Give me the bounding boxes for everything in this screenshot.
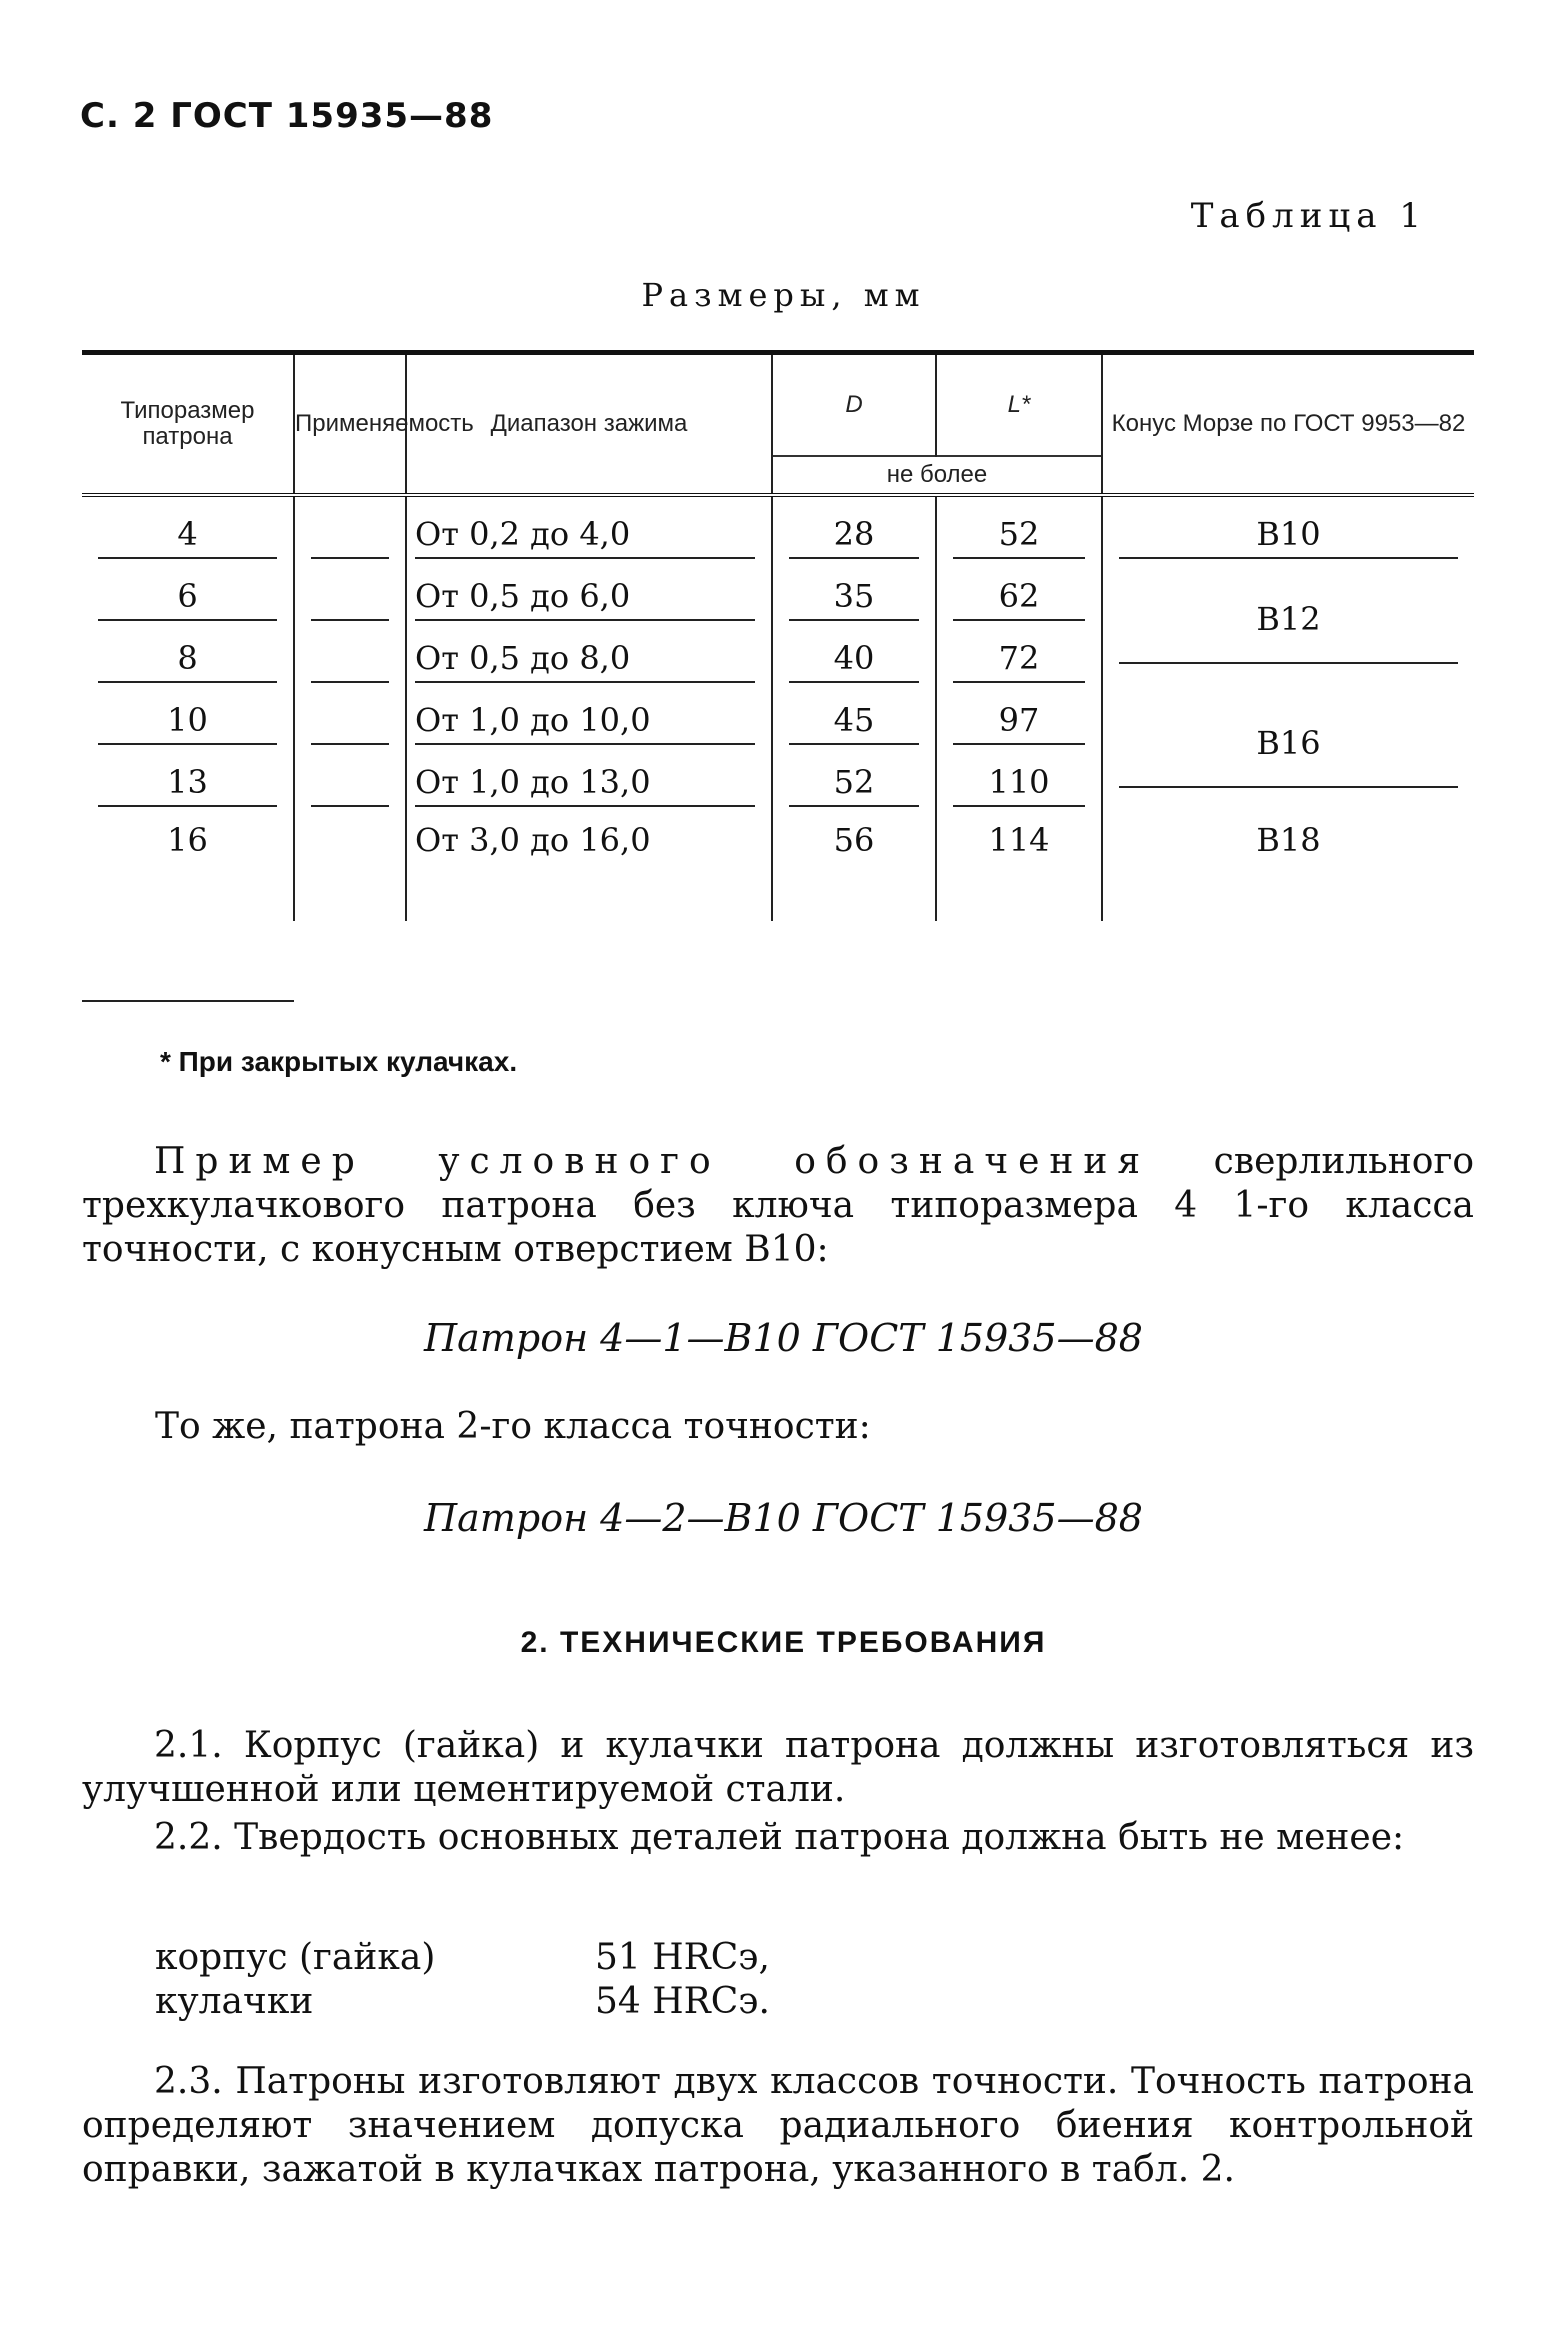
clause-2-3: 2.3. Патроны изготовляют двух классов точности. Точность патрона определяют значением допуска радиального биения контрольной оправки, зажатой в кулачках патрона, указанного в табл. 2. <box>82 2061 1474 2190</box>
cell-range: От 0,5 до 8,0 <box>406 621 772 683</box>
table-footnote: * При закрытых кулачках. <box>160 1046 518 1077</box>
cell-applicability <box>294 745 406 807</box>
cell-d: 56 <box>772 807 936 921</box>
cell-l: 114 <box>936 807 1102 921</box>
designation-example-1: Патрон 4—1—B10 ГОСТ 15935—88 <box>424 1316 1143 1360</box>
cell-l: 52 <box>936 495 1102 559</box>
header-not-more: не более <box>772 456 1102 495</box>
cell-size: 4 <box>82 495 294 559</box>
cell-applicability <box>294 621 406 683</box>
cell-d: 35 <box>772 559 936 621</box>
cell-size: 13 <box>82 745 294 807</box>
header-size: Типоразмер патрона <box>82 353 294 496</box>
cell-l: 110 <box>936 745 1102 807</box>
cell-morse: B12 <box>1102 559 1474 683</box>
example-text: сверлильного трехкулачкового патрона без ключа типоразмера 4 1-го класса точности, с конусным отверстием B10: <box>82 1141 1474 1270</box>
example-lead: Пример условного обозначения <box>154 1141 1151 1182</box>
cell-applicability <box>294 495 406 559</box>
list-item <box>155 1980 770 2024</box>
clause-2-2: 2.2. Твердость основных деталей патрона должна быть не менее: <box>154 1817 1405 1858</box>
cell-l: 72 <box>936 621 1102 683</box>
cell-d: 52 <box>772 745 936 807</box>
cell-morse: B16 <box>1102 683 1474 807</box>
table-row <box>82 683 1474 745</box>
cell-applicability <box>294 683 406 745</box>
table-row <box>82 495 1474 559</box>
table-row <box>82 559 1474 621</box>
cell-l: 97 <box>936 683 1102 745</box>
header-range: Диапазон зажима <box>406 353 772 496</box>
list-item <box>155 1936 770 1980</box>
cell-size: 8 <box>82 621 294 683</box>
cell-range: От 3,0 до 16,0 <box>406 807 772 921</box>
hardness-value: 54 HRCэ. <box>595 1981 770 2022</box>
cell-range: От 0,2 до 4,0 <box>406 495 772 559</box>
cell-morse: B18 <box>1256 821 1321 859</box>
cell-d: 28 <box>772 495 936 559</box>
hardness-part: кулачки <box>155 1981 314 2022</box>
table-number: Таблица 1 <box>1190 196 1427 236</box>
table-row <box>82 807 1474 921</box>
header-applicability: Применяемость <box>294 353 406 496</box>
hardness-list <box>155 1936 770 2024</box>
header-l: L* <box>936 353 1102 457</box>
header-d: D <box>772 353 936 457</box>
cell-range: От 1,0 до 13,0 <box>406 745 772 807</box>
cell-size: 10 <box>82 683 294 745</box>
dimensions-table <box>82 350 1474 921</box>
cell-size: 6 <box>82 559 294 621</box>
page-header: С. 2 ГОСТ 15935—88 <box>80 96 494 136</box>
cell-applicability <box>294 559 406 621</box>
section-title: 2. ТЕХНИЧЕСКИЕ ТРЕБОВАНИЯ <box>520 1626 1047 1659</box>
clause-2-1: 2.1. Корпус (гайка) и кулачки патрона должны изготовляться из улучшенной или цементируемой стали. <box>82 1725 1474 1810</box>
cell-d: 40 <box>772 621 936 683</box>
table-caption: Размеры, мм <box>641 276 926 314</box>
cell-range: От 1,0 до 10,0 <box>406 683 772 745</box>
cell-size: 16 <box>82 807 294 921</box>
designation-example-2: Патрон 4—2—B10 ГОСТ 15935—88 <box>424 1496 1143 1540</box>
cell-d: 45 <box>772 683 936 745</box>
footnote-divider <box>82 1000 294 1002</box>
cell-l: 62 <box>936 559 1102 621</box>
same-for-class-2: То же, патрона 2-го класса точности: <box>155 1406 871 1447</box>
cell-morse: B10 <box>1102 495 1474 559</box>
header-morse: Конус Морзе по ГОСТ 9953—82 <box>1102 353 1474 496</box>
hardness-value: 51 HRCэ, <box>595 1937 770 1978</box>
cell-applicability <box>294 807 406 921</box>
example-paragraph <box>82 1140 1474 1272</box>
cell-range: От 0,5 до 6,0 <box>406 559 772 621</box>
hardness-part: корпус (гайка) <box>155 1937 436 1978</box>
